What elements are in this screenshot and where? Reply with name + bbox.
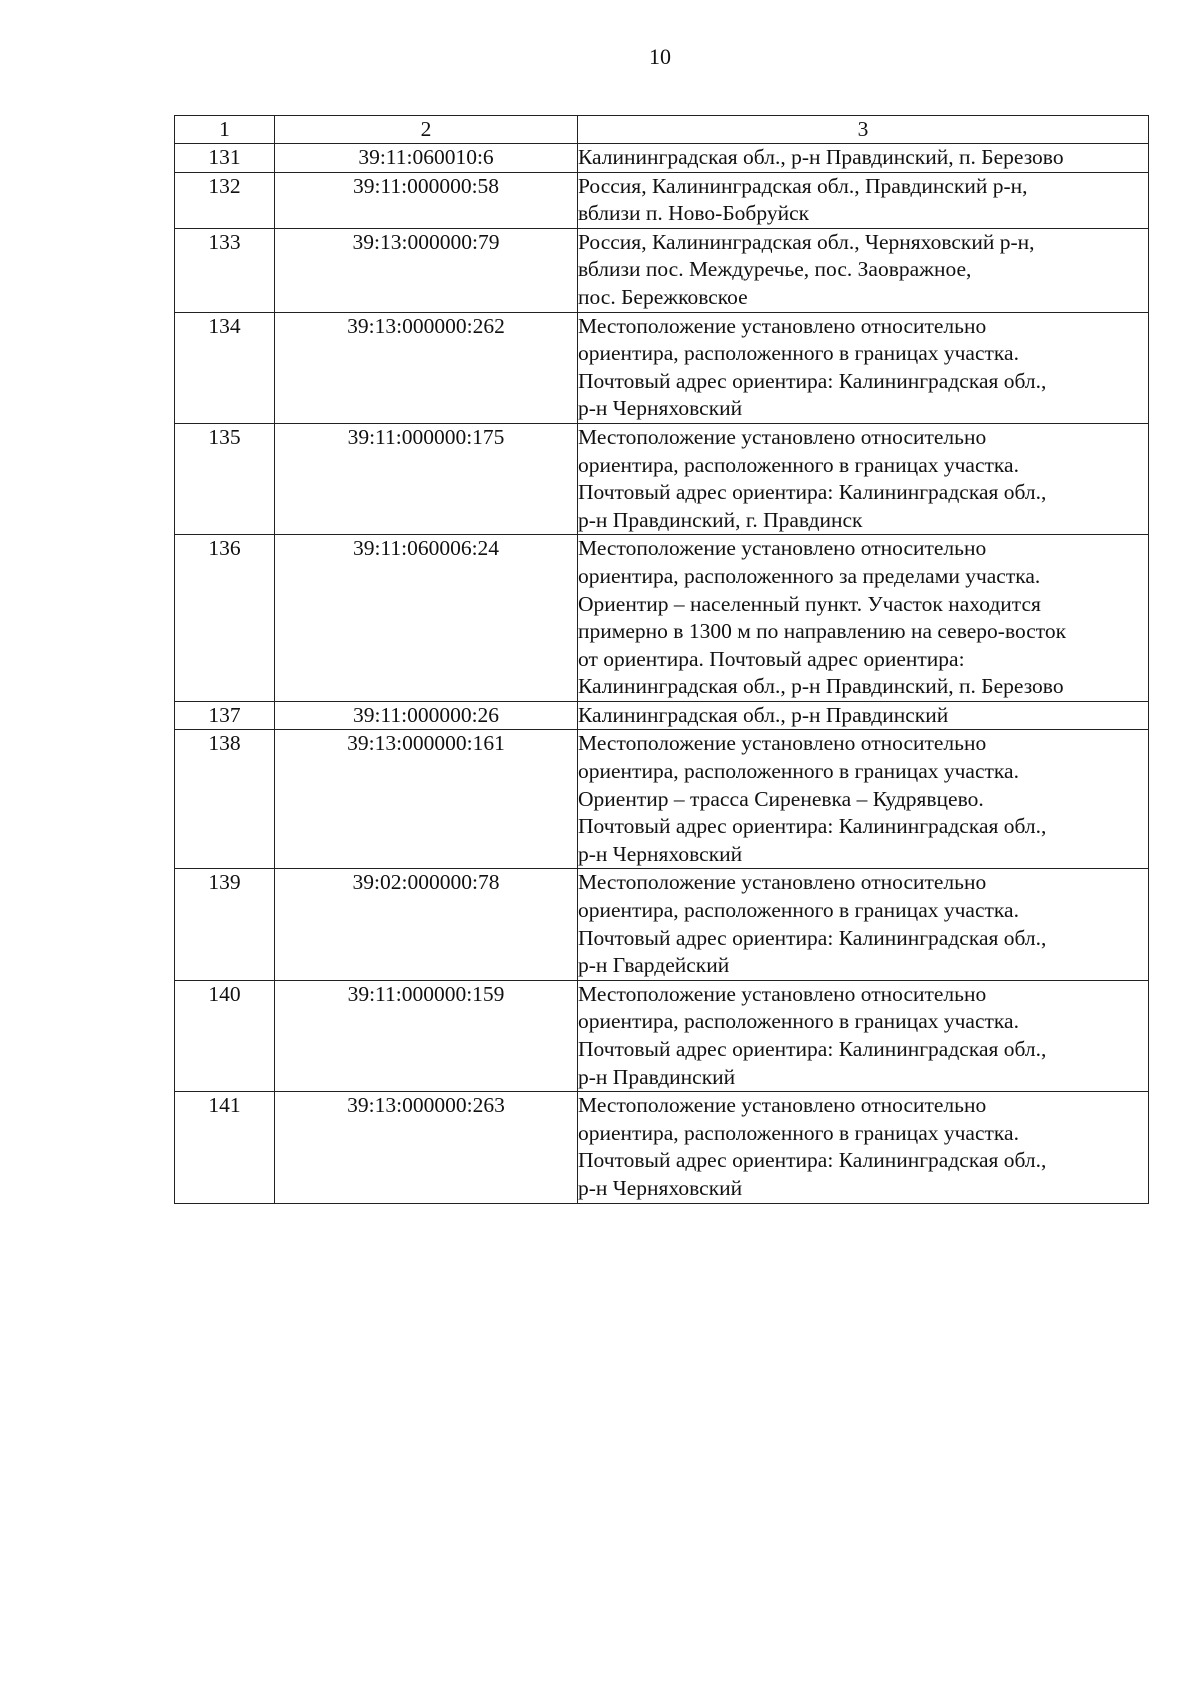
row-number: 139 [175,869,275,980]
location-description: Местоположение установлено относительно ориентира, расположенного в границах участка. Ориентир – трасса Сиреневка – Кудрявцево. Почтовый адрес ориентира: Калининградская обл., р-н Черняховский [578,730,1149,869]
location-description: Местоположение установлено относительно ориентира, расположенного в границах участка. Почтовый адрес ориентира: Калининградская обл., р-н Правдинский, г. Правдинск [578,423,1149,534]
location-description: Калининградская обл., р-н Правдинский [578,701,1149,730]
cadastral-number: 39:13:000000:161 [275,730,578,869]
cadastral-number: 39:11:000000:26 [275,701,578,730]
location-description: Россия, Калининградская обл., Правдинский р-н, вблизи п. Ново-Бобруйск [578,172,1149,228]
table-row [175,423,1149,534]
header-col-1: 1 [175,116,275,144]
table-row [175,312,1149,423]
cadastral-number: 39:11:060006:24 [275,535,578,702]
location-description: Местоположение установлено относительно ориентира, расположенного в границах участка. Почтовый адрес ориентира: Калининградская обл., р-н Черняховский [578,312,1149,423]
table-row [175,980,1149,1091]
cadastral-number: 39:02:000000:78 [275,869,578,980]
location-description: Местоположение установлено относительно ориентира, расположенного в границах участка. Почтовый адрес ориентира: Калининградская обл., р-н Черняховский [578,1092,1149,1203]
location-description: Россия, Калининградская обл., Черняховский р-н, вблизи пос. Междуречье, пос. Заовражное, пос. Бережковское [578,228,1149,312]
header-col-3: 3 [578,116,1149,144]
table-row [175,144,1149,173]
cadastral-number: 39:13:000000:79 [275,228,578,312]
table-row [175,701,1149,730]
cadastral-number: 39:11:000000:159 [275,980,578,1091]
row-number: 134 [175,312,275,423]
table-header-row [175,116,1149,144]
row-number: 137 [175,701,275,730]
table-row [175,535,1149,702]
cadastral-number: 39:11:000000:175 [275,423,578,534]
row-number: 138 [175,730,275,869]
table-row [175,172,1149,228]
location-description: Местоположение установлено относительно ориентира, расположенного за пределами участка. Ориентир – населенный пункт. Участок находится примерно в 1300 м по направлению на северо-восток от ориентира. Почтовый адрес ориентира: Калининградская обл., р-н Правдинский, п. Березово [578,535,1149,702]
row-number: 135 [175,423,275,534]
row-number: 132 [175,172,275,228]
row-number: 131 [175,144,275,173]
table-row [175,869,1149,980]
cadastral-number: 39:13:000000:263 [275,1092,578,1203]
location-description: Местоположение установлено относительно ориентира, расположенного в границах участка. Почтовый адрес ориентира: Калининградская обл., р-н Гвардейский [578,869,1149,980]
row-number: 140 [175,980,275,1091]
page-number: 10 [649,44,671,69]
table-row [175,1092,1149,1203]
land-plots-table [174,115,1149,1204]
location-description: Калининградская обл., р-н Правдинский, п. Березово [578,144,1149,173]
location-description: Местоположение установлено относительно ориентира, расположенного в границах участка. Почтовый адрес ориентира: Калининградская обл., р-н Правдинский [578,980,1149,1091]
row-number: 141 [175,1092,275,1203]
cadastral-number: 39:13:000000:262 [275,312,578,423]
cadastral-number: 39:11:000000:58 [275,172,578,228]
table-row [175,228,1149,312]
row-number: 136 [175,535,275,702]
row-number: 133 [175,228,275,312]
cadastral-number: 39:11:060010:6 [275,144,578,173]
header-col-2: 2 [275,116,578,144]
table-row [175,730,1149,869]
